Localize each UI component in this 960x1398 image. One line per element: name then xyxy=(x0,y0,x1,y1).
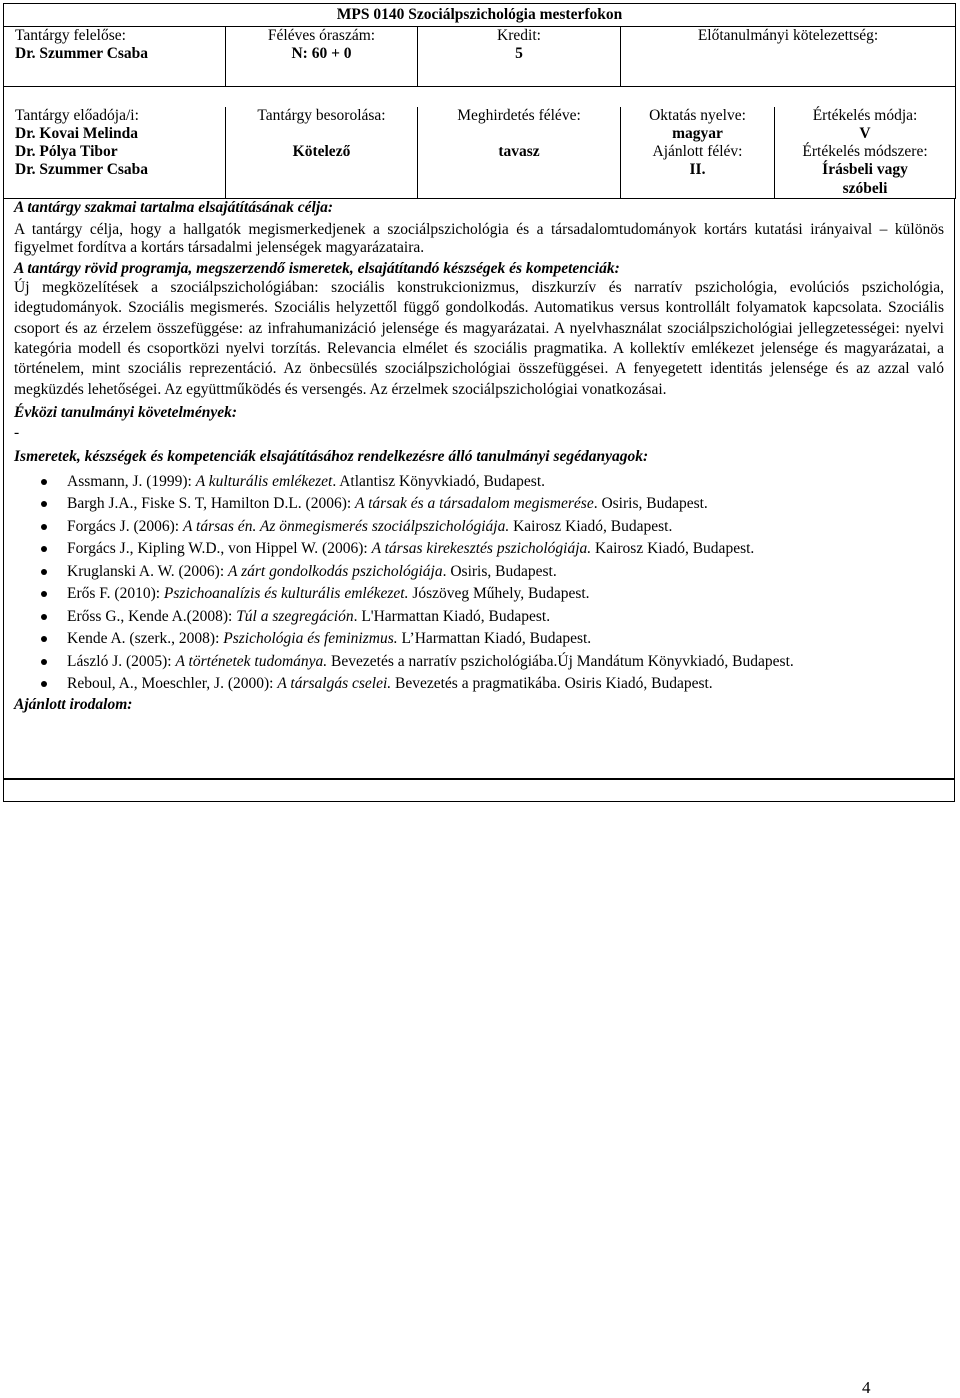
bullet-icon xyxy=(41,681,47,687)
eloado-2: Dr. Pólya Tibor xyxy=(15,143,118,161)
elotanulmany-label: Előtanulmányi kötelezettség: xyxy=(697,27,879,44)
ertekeles-modszere-label: Értékelés módszere: xyxy=(802,143,928,161)
kredit-value: 5 xyxy=(515,45,523,63)
nyelv-label: Oktatás nyelve: xyxy=(649,106,746,124)
bullet-icon xyxy=(41,479,47,485)
evkozi-text: - xyxy=(14,424,20,442)
list-item: Kruglanski A. W. (2006): A zárt gondolkodás pszichológiája. Osiris, Budapest. xyxy=(14,561,944,584)
bullet-icon xyxy=(41,659,47,665)
list-item: Erőss G., Kende A.(2008): Túl a szegregáción. L'Harmattan Kiadó, Budapest. xyxy=(14,606,944,629)
ertekeles-modja-label: Értékelés módja: xyxy=(812,106,918,124)
felelos-label: Tantárgy felelőse: xyxy=(15,27,126,44)
segedanyag-heading: Ismeretek, készségek és kompetenciák elsajátításához rendelkezésre álló tanulmányi segédanyagok: xyxy=(14,448,649,466)
evkozi-heading: Évközi tanulmányi követelmények: xyxy=(14,403,238,421)
list-item: Forgács J. (2006): A társas én. Az önmegismerés szociálpszichológiája. Kairosz Kiadó, Budapest. xyxy=(14,516,944,539)
ertekeles-modja-value: V xyxy=(859,124,871,142)
bullet-icon xyxy=(41,636,47,642)
felelos-value: Dr. Szummer Csaba xyxy=(15,45,149,63)
bullet-icon xyxy=(41,546,47,552)
bullet-icon xyxy=(41,569,47,575)
list-item: Forgács J., Kipling W.D., von Hippel W. (2006): A társas kirekesztés pszichológiája. Kairosz Kiadó, Budapest. xyxy=(14,538,944,561)
meghirdetes-value: tavasz xyxy=(498,143,540,161)
bullet-icon xyxy=(41,524,47,530)
reference-list xyxy=(14,471,944,696)
page-number: 4 xyxy=(862,1378,871,1397)
oraszam-value: N: 60 + 0 xyxy=(291,45,352,63)
bullet-icon xyxy=(41,501,47,507)
nyelv-value: magyar xyxy=(672,124,723,142)
course-title: MPS 0140 Szociálpszichológia mesterfokon xyxy=(4,4,956,27)
ajanlott-felev-label: Ajánlott félév: xyxy=(652,143,743,161)
course-header-table xyxy=(3,3,956,199)
besorolas-label: Tantárgy besorolása: xyxy=(257,106,386,124)
ajanlott-irodalom-box xyxy=(3,779,955,802)
eloado-1: Dr. Kovai Melinda xyxy=(15,124,139,142)
eloado-label: Tantárgy előadója/i: xyxy=(15,106,139,124)
eloado-3: Dr. Szummer Csaba xyxy=(15,161,149,179)
list-item: Assmann, J. (1999): A kulturális emlékezet. Atlantisz Könyvkiadó, Budapest. xyxy=(14,471,944,494)
besorolas-value: Kötelező xyxy=(292,143,351,161)
bullet-icon xyxy=(41,591,47,597)
meghirdetes-label: Meghirdetés féléve: xyxy=(457,106,581,124)
kredit-label: Kredit: xyxy=(497,27,541,44)
list-item: Kende A. (szerk., 2008): Pszichológia és feminizmus. L’Harmattan Kiadó, Budapest. xyxy=(14,628,944,651)
program-heading: A tantárgy rövid programja, megszerzendő ismeretek, elsajátítandó készségek és kompetenciák: xyxy=(14,259,620,277)
ajanlott-felev-value: II. xyxy=(689,161,706,179)
oraszam-label: Féléves óraszám: xyxy=(267,27,376,44)
list-item: Reboul, A., Moeschler, J. (2000): A társalgás cselei. Bevezetés a pragmatikába. Osiris Kiadó, Budapest. xyxy=(14,673,944,696)
list-item: Bargh J.A., Fiske S. T, Hamilton D.L. (2006): A társak és a társadalom megismerése. Osiris, Budapest. xyxy=(14,493,944,516)
ajanlott-heading: Ajánlott irodalom: xyxy=(14,695,133,713)
program-text: Új megközelítések a szociálpszichológiában: szociális konstrukcionizmus, diszkurzív és narratív pszichológia, evolúciós pszichológia, idegtudományok. Szociális megismerés. Szociális helyzettől függő gondolkodás. Automatikus versus kontrollált folyamatok kapcsolata. Szociális csoport és az érzelem összefüggése: az infrahumanizáció jelensége és magyarázatai. A nyelvhasználat szociálpszichológiai jellegzetességei: nyelvi kategória modell és csoportközi nyelvi torzítás. Relevancia elmélet és szociális pragmatika. A kollektív emlékezet jelensége és magyarázatai, a történelem, mint szociális reprezentáció. Az önbecsülés szociálpszichológiai összefüggései. A fenyegetett identitás jelensége és az azzal való megküzdés lehetőségei. Az együttműködés és versengés. Az érzelmek szociálpszichológiai vonatkozásai. xyxy=(14,279,944,398)
list-item: Erős F. (2010): Pszichoanalízis és kulturális emlékezet. Jószöveg Műhely, Budapest. xyxy=(14,583,944,606)
cel-heading: A tantárgy szakmai tartalma elsajátításának célja: xyxy=(14,198,334,216)
cel-text: A tantárgy célja, hogy a hallgatók megismerkedjenek a szociálpszichológia és a társadalomtudományok kortárs kutatási irányaival – különös figyelmet fordítva a kortárs társadalmi jelenségek magyarázataira. xyxy=(14,221,944,257)
ertekeles-modszere-value-2: szóbeli xyxy=(842,179,888,197)
course-content xyxy=(3,199,955,779)
list-item: László J. (2005): A történetek tudománya. Bevezetés a narratív pszichológiába.Új Mandátum Könyvkiadó, Budapest. xyxy=(14,651,944,674)
course-sheet xyxy=(3,3,955,802)
bullet-icon xyxy=(41,614,47,620)
ertekeles-modszere-value-1: Írásbeli vagy xyxy=(822,161,908,179)
